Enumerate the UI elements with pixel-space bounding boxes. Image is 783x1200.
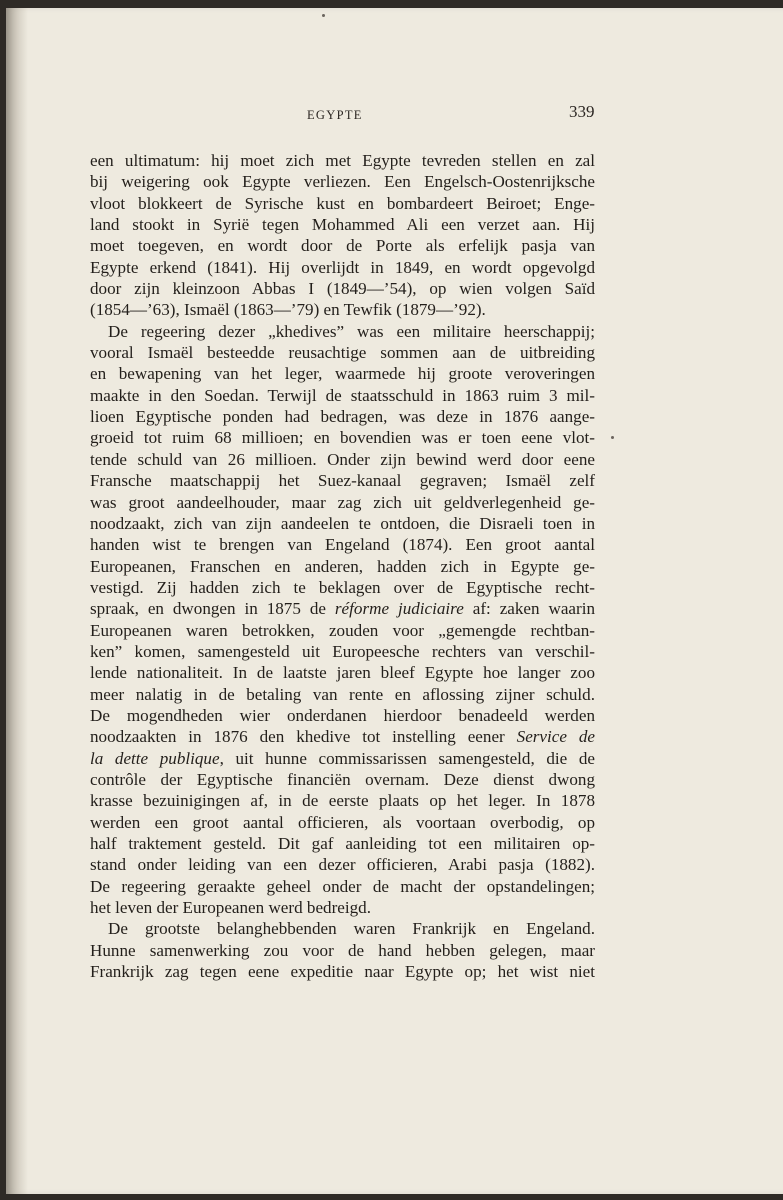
text-line: Egypte erkend (1841). Hij overlijdt in 1849, en wordt opgevolgd: [90, 257, 595, 277]
text-line: noodzaakten in 1876 den khedive tot instelling eener Service de: [90, 727, 595, 747]
text-line: het leven der Europeanen werd bedreigd.: [90, 898, 371, 918]
text-line: half traktement gesteld. Dit gaf aanleiding tot een militairen op-: [90, 834, 595, 853]
text-line: De mogendheden wier onderdanen hierdoor benadeeld werden: [90, 705, 595, 725]
ink-speck: [322, 14, 325, 17]
text-line: noodzaakt, zich van zijn aandeelen te ontdoen, die Disraeli toen in: [90, 513, 595, 533]
text-line: bij weigering ook Egypte verliezen. Een Engelsch-Oostenrijksche: [90, 172, 595, 192]
ink-speck: [611, 436, 614, 439]
text-line: en bewapening van het leger, waarmede hij groote veroveringen: [90, 364, 595, 384]
text-line: meer nalatig in de betaling van rente en aflossing zijner schuld.: [90, 684, 595, 704]
text-line: moet toegeven, en wordt door de Porte als erfelijk pasja van: [90, 236, 595, 256]
text-line: contrôle der Egyptische financiën overnam. Deze dienst dwong: [90, 769, 595, 789]
text-line: een ultimatum: hij moet zich met Egypte tevreden stellen en zal: [90, 151, 595, 170]
text-line: vooral Ismaël besteedde reusachtige sommen aan de uitbreiding: [90, 343, 595, 363]
text-line: land stookt in Syrië tegen Mohammed Ali een verzet aan. Hij: [90, 215, 595, 235]
text-line: Frankrijk zag tegen eene expeditie naar Egypte op; het wist niet: [90, 962, 595, 982]
text-line: groeid tot ruim 68 millioen; en bovendien was er toen eene vlot-: [90, 428, 595, 448]
text-line: tende schuld van 26 millioen. Onder zijn bewind werd door eene: [90, 449, 595, 469]
text-line: was groot aandeelhouder, maar zag zich uit geldverlegenheid ge-: [90, 492, 595, 512]
book-page: [6, 8, 783, 1194]
text-line: krasse bezuinigingen af, in de eerste plaats op het leger. In 1878: [90, 791, 595, 811]
running-head: EGYPTE: [307, 108, 363, 122]
text-line: Europeanen, Franschen en anderen, hadden zich in Egypte ge-: [90, 556, 595, 576]
text-line: De regeering dezer „khedives” was een militaire heerschappij;: [108, 321, 595, 341]
text-line: handen wist te brengen van Engeland (1874). Een groot aantal: [90, 535, 595, 555]
italic-phrase: la dette publique: [90, 748, 220, 768]
text-line: ken” komen, samengesteld uit Europeesche rechters van verschil-: [90, 641, 595, 661]
text-line: lende nationaliteit. In de laatste jaren bleef Egypte hoe langer zoo: [90, 663, 595, 683]
spine-shadow: [6, 8, 28, 1194]
italic-phrase: Service de: [516, 727, 595, 747]
text-line: De grootste belanghebbenden waren Frankrijk en Engeland.: [108, 919, 595, 939]
text-line: Europeanen waren betrokken, zouden voor „gemengde rechtban-: [90, 620, 595, 640]
text-line: door zijn kleinzoon Abbas I (1849—’54), op wien volgen Saïd: [90, 279, 595, 299]
text-line: De regeering geraakte geheel onder de macht der opstandelingen;: [90, 876, 595, 896]
text-line: vloot blokkeert de Syrische kust en bombardeert Beiroet; Enge-: [90, 193, 595, 213]
page-number: 339: [569, 102, 595, 121]
italic-phrase: réforme judiciaire: [334, 599, 464, 619]
text-line: Fransche maatschappij het Suez-kanaal gegraven; Ismaël zelf: [90, 471, 595, 491]
text-line: Hunne samenwerking zou voor de hand hebben gelegen, maar: [90, 940, 595, 960]
text-line: lioen Egyptische ponden had bedragen, was deze in 1876 aange-: [90, 407, 595, 427]
body-text: [90, 150, 595, 982]
text-line: stand onder leiding van een dezer officieren, Arabi pasja (1882).: [90, 855, 595, 875]
text-line: la dette publique, uit hunne commissarissen samengesteld, die de: [90, 748, 595, 768]
text-line: (1854—’63), Ismaël (1863—’79) en Tewfik (1879—’92).: [90, 300, 486, 320]
text-line: werden een groot aantal officieren, als voortaan overbodig, op: [90, 812, 595, 832]
text-line: maakte in den Soedan. Terwijl de staatsschuld in 1863 ruim 3 mil-: [90, 385, 595, 405]
text-line: spraak, en dwongen in 1875 de réforme judiciaire af: zaken waarin: [90, 599, 595, 619]
text-line: vestigd. Zij hadden zich te beklagen over de Egyptische recht-: [90, 577, 595, 597]
